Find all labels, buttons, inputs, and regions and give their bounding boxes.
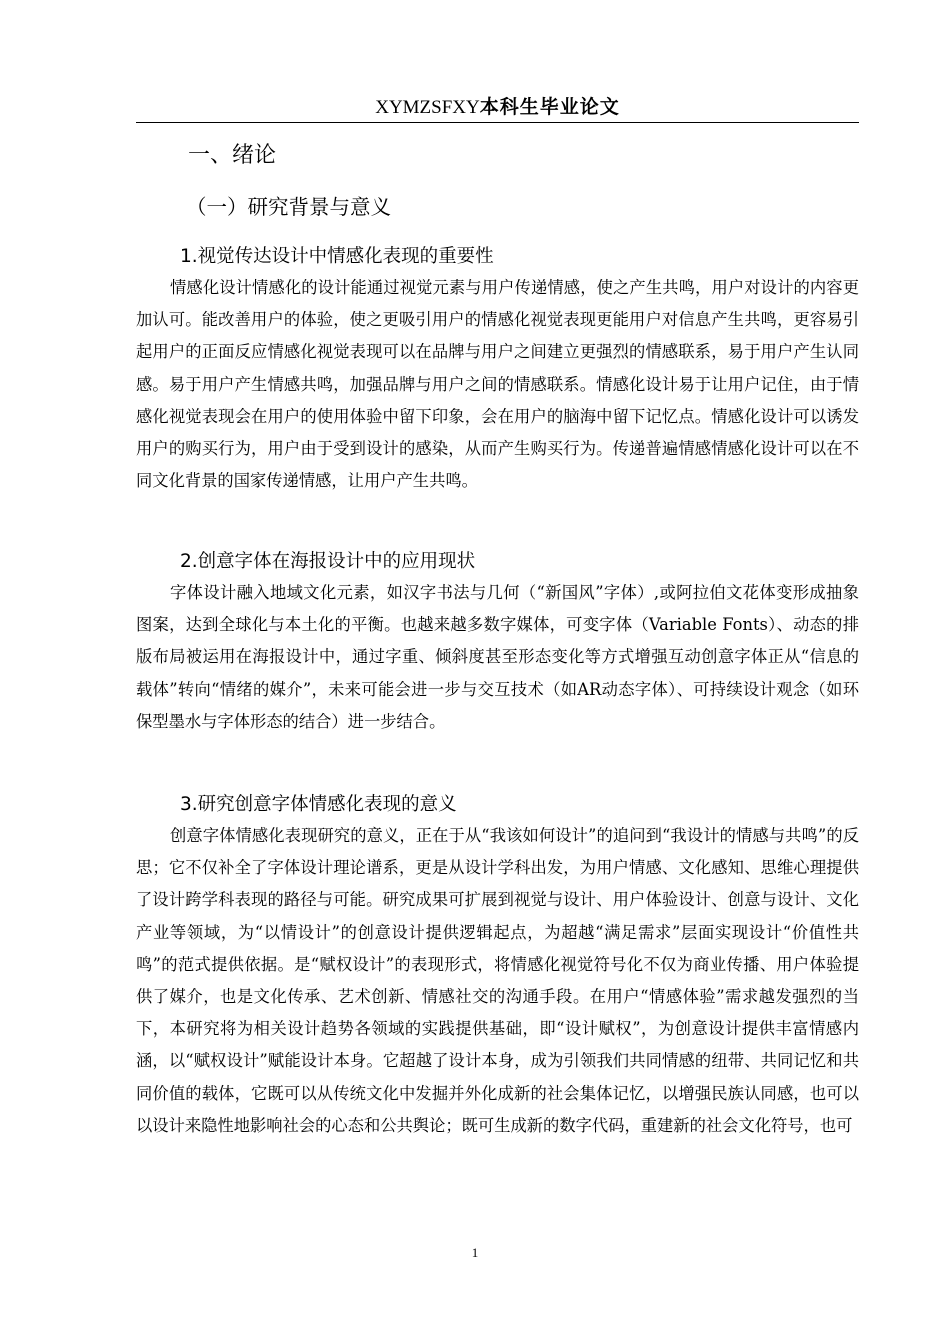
page-header <box>136 92 859 123</box>
subsection-title-1: 1.视觉传达设计中情感化表现的重要性 <box>180 246 494 267</box>
subsection-title-3: 3.研究创意字体情感化表现的意义 <box>180 794 457 815</box>
subsection-title-2: 2.创意字体在海报设计中的应用现状 <box>180 551 476 572</box>
page-number: 1 <box>471 1245 479 1260</box>
chapter-title: 一、绪论 <box>188 143 277 168</box>
subsection-body-1: 情感化设计情感化的设计能通过视觉元素与用户传递情感，使之产生共鸣，用户对设计的内容更加认可。能改善用户的体验，使之更吸引用户的情感化视觉表现更能用户对信息产生共鸣，更容易引起用户的正面反应情感化视觉表现可以在品牌与用户之间建立更强烈的情感联系，易于用户产生认同感。易于用户产生情感共鸣，加强品牌与用户之间的情感联系。情感化设计易于让用户记住，由于情感化视觉表现会在用户的使用体验中留下印象，会在用户的脑海中留下记忆点。情感化设计可以诱发用户的购买行为，用户由于受到设计的感染，从而产生购买行为。传递普遍情感情感化设计可以在不同文化背景的国家传递情感，让用户产生共鸣。 <box>136 278 859 491</box>
subsection-body-2: 字体设计融入地域文化元素，如汉字书法与几何（“新国风”字体）,或阿拉伯文花体变形成抽象图案，达到全球化与本土化的平衡。也越来越多数字媒体，可变字体（Variable Fonts）、动态的排版布局被运用在海报设计中，通过字重、倾斜度甚至形态变化等方式增强互动创意字体正从“信息的载体”转向“情绪的媒介”，未来可能会进一步与交互技术（如AR动态字体）、可持续设计观念（如环保型墨水与字体形态的结合）进一步结合。 <box>136 583 859 731</box>
header-thesis-label: 本科生毕业论文 <box>479 96 620 118</box>
subsection-body-3: 创意字体情感化表现研究的意义，正在于从“我该如何设计”的追问到“我设计的情感与共鸣”的反思；它不仅补全了字体设计理论谱系，更是从设计学科出发，为用户情感、文化感知、思维心理提供了设计跨学科表现的路径与可能。研究成果可扩展到视觉与设计、用户体验设计、创意与设计、文化产业等领域，为“以情设计”的创意设计提供逻辑起点，为超越“满足需求”层面实现设计“价值性共鸣”的范式提供依据。是“赋权设计”的表现形式，将情感化视觉符号化不仅为商业传播、用户体验提供了媒介，也是文化传承、艺术创新、情感社交的沟通手段。在用户“情感体验”需求越发强烈的当下，本研究将为相关设计趋势各领域的实践提供基础，即“设计赋权”，为创意设计提供丰富情感内涵，以“赋权设计”赋能设计本身。它超越了设计本身，成为引领我们共同情感的纽带、共同记忆和共同价值的载体，它既可以从传统文化中发掘并外化成新的社会集体记忆，以增强民族认同感，也可以以设计来隐性地影响社会的心态和公共舆论；既可生成新的数字代码，重建新的社会文化符号，也可 <box>136 826 859 1135</box>
section-title: （一）研究背景与意义 <box>186 195 391 219</box>
header-school-code: XYMZSFXY <box>375 97 480 118</box>
